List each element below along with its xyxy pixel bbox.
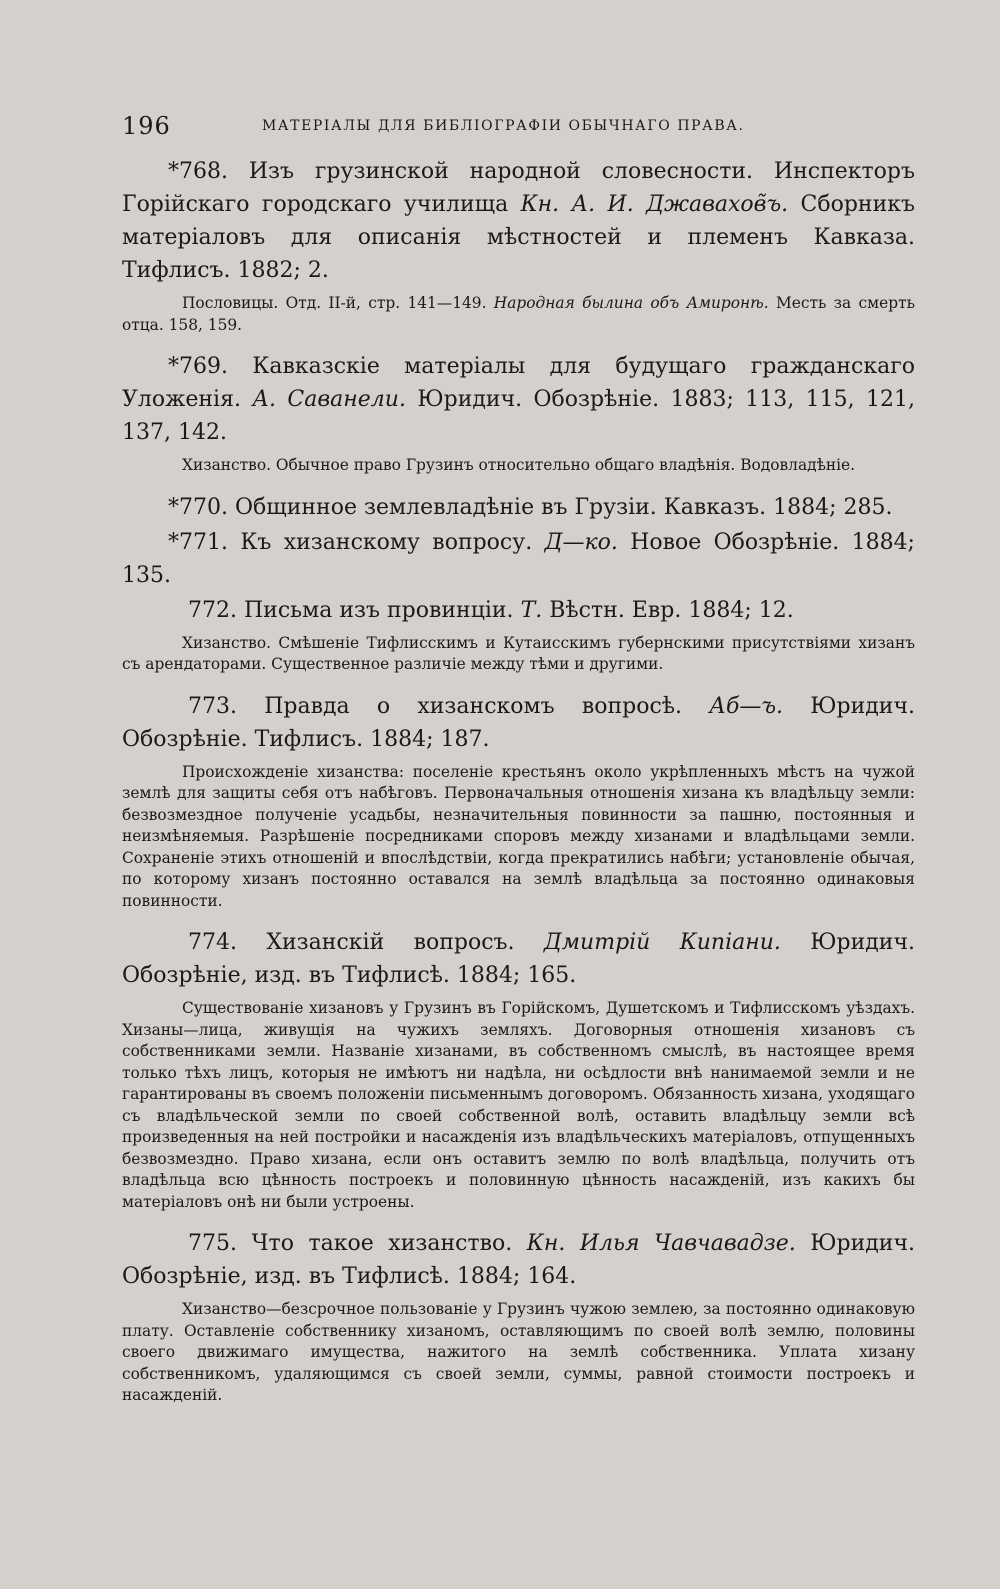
entry-annotation: Хизанство. Обычное право Грузинъ относительно общаго владѣнія. Водовладѣніе. <box>182 456 856 474</box>
entry-author: Кн. А. И. Джавахов̃ъ. <box>520 192 789 217</box>
entry-annotation: Существованіе хизановъ у Грузинъ въ Горійскомъ, Душетскомъ и Тифлисскомъ уѣздахъ. Хизаны—лица, живущія на чужихъ земляхъ. Договорныя отношенія хизановъ съ собственниками земли. Названіе хизанами, въ собственномъ смыслѣ, въ настоящее время только тѣхъ лицъ, которыя не имѣютъ ни надѣла, ни осѣдлости внѣ нанимаемой земли и не гарантированы въ своемъ положеніи письменнымъ договоромъ. Обязанность хизана, уходящаго съ владѣльческой земли по своей собственной волѣ, оставить владѣльцу земли всѣ произведенныя на ней постройки и насажденія изъ владѣльческихъ матеріаловъ, отпущенныхъ безвозмездно. Право хизана, если онъ оставитъ землю по волѣ владѣльца, получить отъ владѣльца всю цѣнность построекъ и половинную цѣнность насажденій, изъ какихъ бы матеріаловъ онѣ ни были устроены. <box>122 999 915 1211</box>
entry-source: Юридич. Обозрѣніе. 1883; 113, 115, 121, 137, 142. <box>122 387 916 445</box>
entry-771 <box>122 526 915 592</box>
entry-number: *771. <box>168 529 228 555</box>
entry-number: 775. <box>188 1231 237 1256</box>
entry-source: Юридич. Обозрѣніе, изд. въ Тифлисѣ. 1884; 164. <box>122 1231 915 1289</box>
entry-heading <box>122 155 915 287</box>
entry-heading <box>122 491 915 524</box>
bibliography-list <box>122 155 915 1421</box>
entry-number: *769. <box>168 354 228 379</box>
entry-title: Общинное землевладѣніе въ Грузіи. Кавказъ. 1884; 285. <box>234 494 893 520</box>
entry-heading <box>122 1227 915 1293</box>
entry-772 <box>122 594 915 676</box>
running-title: МАТЕРІАЛЫ ДЛЯ БИБЛІОГРАФІИ ОБЫЧНАГО ПРАВА. <box>262 118 745 134</box>
entry-title: Письма изъ провинціи. <box>243 597 514 623</box>
entry-annotation: Хизанство—безсрочное пользованіе у Грузинъ чужою землею, за постоянно одинаковую плату. Оставленіе собственнику хизаномъ, оставляющимъ по своей волѣ землю, половины своего движимаго имущества, нажитого на землѣ собственника. Уплата хизану собственникомъ, удаляющимся съ своей земли, суммы, равной стоимости построекъ и насажденій. <box>122 1300 915 1404</box>
entry-770 <box>122 491 915 524</box>
entry-number: *768. <box>168 159 228 184</box>
entry-number: 773. <box>188 693 237 719</box>
entry-heading <box>122 526 915 592</box>
page-header <box>122 112 908 142</box>
entry-author: Аб—ъ. <box>709 693 784 719</box>
entry-number: 772. <box>188 597 237 623</box>
entry-heading <box>122 690 915 756</box>
entry-number: *770. <box>168 494 228 520</box>
entry-769 <box>122 350 915 477</box>
entry-author: Дмитрій Кипіани. <box>543 930 781 955</box>
entry-source: Новое Обозрѣніе. 1884; 135. <box>122 529 915 588</box>
annotation-text: Месть за смерть отца. 158, 159. <box>122 294 915 334</box>
entry-title: Правда о хизанскомъ вопросѣ. <box>264 693 683 719</box>
entry-source: Вѣстн. Евр. 1884; 12. <box>549 597 794 623</box>
entry-title: Хизанскій вопросъ. <box>266 930 515 955</box>
entry-773 <box>122 690 915 913</box>
entry-heading <box>122 350 915 449</box>
entry-heading <box>122 926 915 992</box>
entry-author: Т. <box>520 597 543 623</box>
entry-source: Юридич. Обозрѣніе, изд. въ Тифлисѣ. 1884; 165. <box>122 930 916 988</box>
entry-source: Сборникъ матеріаловъ для описанія мѣстностей и племенъ Кавказа. Тифлисъ. 1882; 2. <box>122 192 915 283</box>
entry-title: Кавказскіе матеріалы для будущаго гражданскаго Уложенія. <box>122 354 915 412</box>
entry-title: Изъ грузинской народной словесности. Инспекторъ Горійскаго городскаго училища <box>122 159 915 217</box>
entry-title: Что такое хизанство. <box>251 1231 513 1256</box>
annotation-italic: Народная былина объ Амиронѣ. <box>493 294 769 312</box>
entry-title: Къ хизанскому вопросу. <box>240 529 533 555</box>
entry-author: Д—ко. <box>544 529 618 555</box>
entry-number: 774. <box>188 930 237 955</box>
entry-775 <box>122 1227 915 1407</box>
entry-774 <box>122 926 915 1213</box>
entry-768 <box>122 155 915 336</box>
entry-annotation: Хизанство. Смѣшеніе Тифлисскимъ и Кутаисскимъ губернскими присутствіями хизанъ съ арендаторами. Существенное различіе между тѣми и другими. <box>122 633 915 673</box>
entry-author: А. Саванели. <box>252 387 406 412</box>
entry-author: Кн. Илья Чавчавадзе. <box>526 1231 796 1256</box>
entry-source: Юридич. Обозрѣніе. Тифлисъ. 1884; 187. <box>122 693 916 752</box>
entry-annotation: Происхожденіе хизанства: поселеніе крестьянъ около укрѣпленныхъ мѣстъ на чужой землѣ для защиты себя отъ набѣговъ. Первоначальныя отношенія хизана къ владѣльцу земли: безвозмездное полученіе усадьбы, незначительныя повинности за пашню, постоянныя и неизмѣняемыя. Разрѣшеніе посредниками споровъ между хизанами и владѣльцами земли. Сохраненіе этихъ отношеній и впослѣдствіи, когда прекратились набѣги; установленіе обычая, по которому хизанъ постоянно оставался на землѣ владѣльца за постоянно одинаковыя повинности. <box>122 762 915 910</box>
annotation-text: Пословицы. Отд. ІІ-й, стр. 141—149. <box>182 294 487 312</box>
page-number: 196 <box>122 112 171 140</box>
entry-annotation <box>122 293 915 336</box>
entry-heading <box>122 594 915 627</box>
